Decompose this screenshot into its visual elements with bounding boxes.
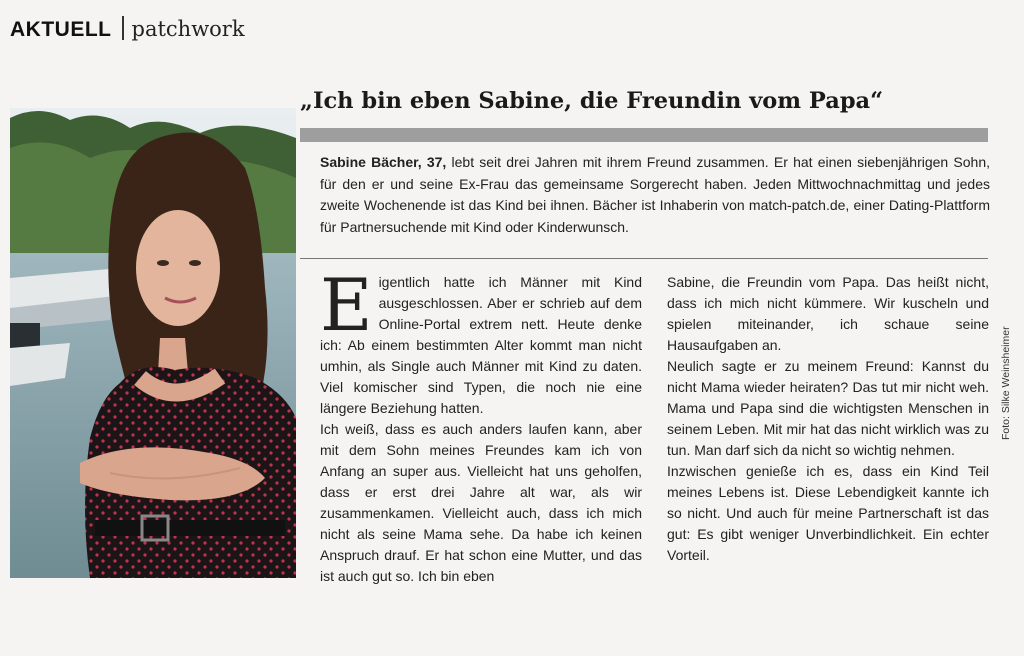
article-column-right <box>667 272 989 566</box>
article-headline: „Ich bin eben Sabine, die Freundin vom Papa“ <box>300 88 884 114</box>
header-divider <box>122 16 124 40</box>
paragraph-1 <box>320 263 642 419</box>
headline-bar <box>300 128 988 142</box>
paragraph-3: Sabine, die Freundin vom Papa. Das heißt nicht, dass ich mich nicht kümmere. Wir kuscheln und spielen miteinander, ich schaue seine Hausaufgaben an. <box>667 274 989 353</box>
photo-credit: Foto: Silke Weinsheimer <box>1000 326 1012 440</box>
topic-label: patchwork <box>131 17 245 41</box>
intro-paragraph <box>320 152 990 238</box>
paragraph-5: Inzwischen genieße ich es, dass ein Kind Teil meines Lebens ist. Diese Lebendigkeit kannte ich so nicht. Und auch für meine Partnerschaft ist das gut: Es gibt weniger Unverbindlichkeit. Ein echter Vorteil. <box>667 463 989 563</box>
paragraph-2: Ich weiß, dass es auch anders laufen kann, aber mit dem Sohn meines Freundes kam ich von Anfang an super aus. Vielleicht hat uns geholfen, dass er erst drei Jahre alt war, als wir zusammenkamen. Vielleicht auch, dass ich mich nicht als seine Mama sehe. Da habe ich keinen Anspruch drauf. Er hat schon eine Mutter, und das ist auch gut so. Ich bin eben <box>320 421 642 584</box>
intro-text: lebt seit drei Jahren mit ihrem Freund zusammen. Er hat einen siebenjährigen Sohn, für den er und seine Ex-Frau das gemeinsame Sorgerecht haben. Jeden Mittwochnachmittag und jedes zweite Wochenende ist das Kind bei ihnen. Bächer ist Inhaberin von match-patch.de, einer Dating-Plattform für Partnersuchende mit Kind oder Kinderwunsch. <box>320 154 990 235</box>
paragraph-1-text: igentlich hatte ich Männer mit Kind ausgeschlossen. Aber er schrieb auf dem Online-Portal extrem nett. Heute denke ich: Ab einem bestimmten Alter kommt man nicht umhin, als Single auch Männer mit Kind zu daten. Viel komischer sind Typen, die noch nie eine längere Beziehung hatten. <box>320 274 642 416</box>
intro-divider <box>300 258 988 259</box>
drop-cap: E <box>320 263 373 347</box>
portrait-photo <box>10 108 296 578</box>
section-label: AKTUELL <box>10 18 112 41</box>
section-header <box>10 12 245 42</box>
paragraph-4: Neulich sagte er zu meinem Freund: Kannst du nicht Mama wieder heiraten? Das tut mir nicht weh. Mama und Papa sind die wichtigsten Menschen in seinem Leben. Mit mir hat das nicht wirklich was zu tun. Man darf sich da nicht so wichtig nehmen. <box>667 358 989 458</box>
article-column-left <box>320 263 642 587</box>
intro-lead: Sabine Bächer, 37, <box>320 154 447 170</box>
